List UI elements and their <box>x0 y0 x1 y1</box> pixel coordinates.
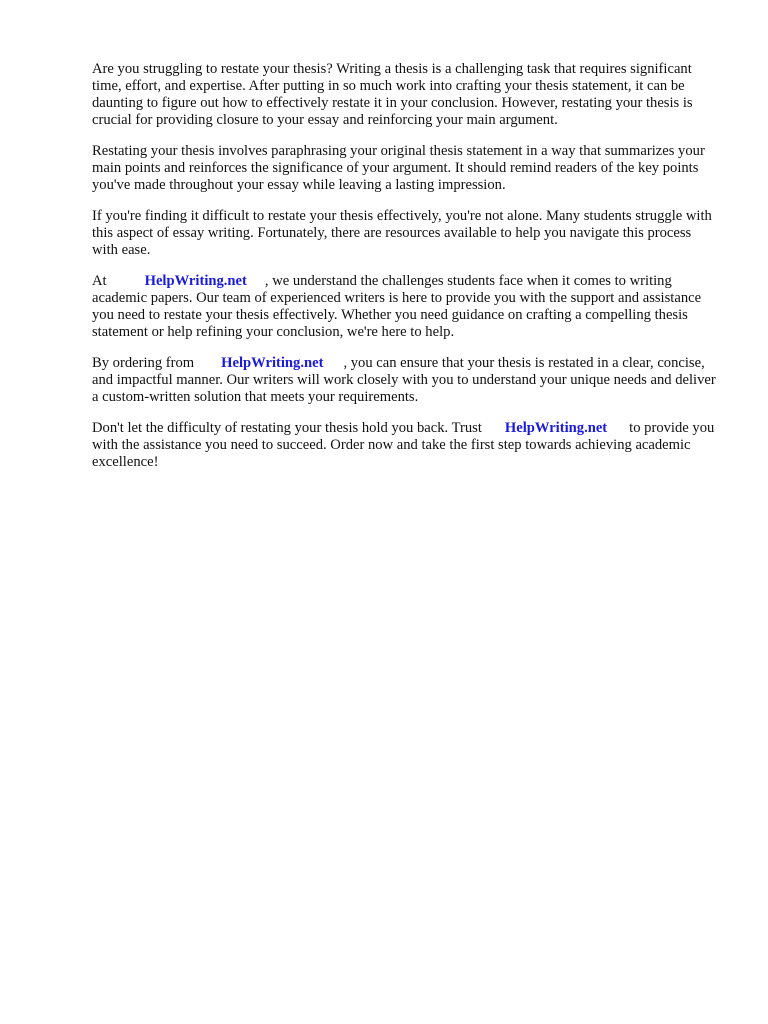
paragraph-text-after: , you can ensure that your thesis is restated in a clear, concise, and impactful manner. Our writers will work closely with you to understand your unique needs and deliver a custom-written solution that meets your requirements. <box>92 355 716 405</box>
paragraph-text-after: to provide you with the assistance you need to succeed. Order now and take the first step towards achieving academic excellence! <box>92 420 715 470</box>
paragraph-difficulty: If you're finding it difficult to restate your thesis effectively, you're not alone. Many students struggle with this aspect of essay writing. Fortunately, there are resources available to help you navigate this process with ease. <box>92 208 712 258</box>
paragraph-text-before: At <box>92 273 107 289</box>
paragraph-text-after: , we understand the challenges students face when it comes to writing academic papers. Our team of experienced writers is here to provide you with the support and assistance you need to restate your thesis effectively. Whether you need guidance on crafting a compelling thesis statement or help refining your conclusion, we're here to help. <box>92 273 702 340</box>
document-body <box>92 61 718 485</box>
paragraph-intro: Are you struggling to restate your thesis? Writing a thesis is a challenging task that requires significant time, effort, and expertise. After putting in so much work into crafting your thesis statement, it can be daunting to figure out how to effectively restate it in your conclusion. However, restating your thesis is crucial for providing closure to your essay and reinforcing your main argument. <box>92 61 693 128</box>
paragraph-text-before: Don't let the difficulty of restating your thesis hold you back. Trust <box>92 420 482 436</box>
helpwriting-link[interactable]: HelpWriting.net <box>504 420 608 436</box>
paragraph-restating: Restating your thesis involves paraphrasing your original thesis statement in a way that summarizes your main points and reinforces the significance of your argument. It should remind readers of the key points you've made throughout your essay while leaving a lasting impression. <box>92 143 705 193</box>
paragraph-ordering <box>92 355 718 406</box>
paragraph-at-helpwriting <box>92 273 718 341</box>
helpwriting-link[interactable]: HelpWriting.net <box>221 355 324 371</box>
paragraph-text-before: By ordering from <box>92 355 195 371</box>
paragraph-trust <box>92 420 718 471</box>
helpwriting-link[interactable]: HelpWriting.net <box>144 273 247 289</box>
